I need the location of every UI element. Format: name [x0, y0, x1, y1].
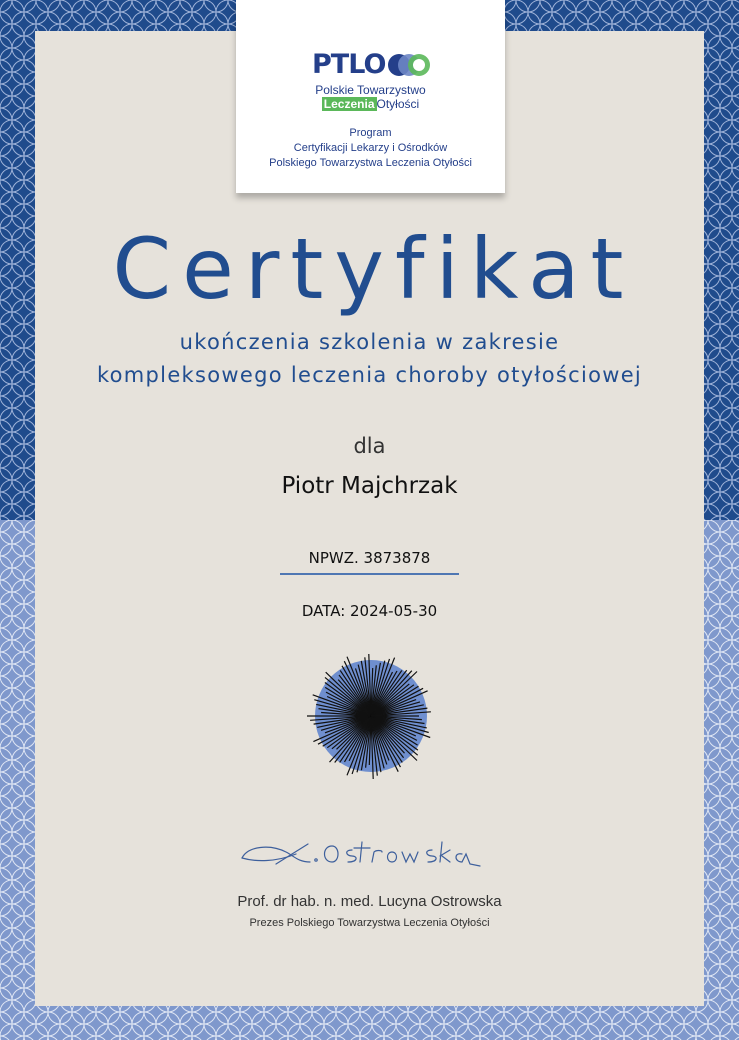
org-name-rest: Otyłości [376, 97, 420, 111]
npwz-number: NPWZ. 3873878 [308, 549, 431, 567]
program-line: Polskiego Towarzystwa Leczenia Otyłości [269, 157, 472, 169]
certificate-date: DATA: 2024-05-30 [301, 602, 438, 620]
program-line: Certyfikacji Lekarzy i Ośrodków [293, 142, 448, 154]
recipient-name: Piotr Majchrzak [281, 473, 458, 499]
org-name-line1: Polskie Towarzystwo [315, 83, 426, 97]
npwz-underline [280, 573, 459, 575]
logo-box [236, 0, 505, 193]
signature-image [236, 832, 486, 874]
logo-circles-icon [387, 53, 431, 77]
certificate-subtitle-line1: ukończenia szkolenia w zakresie [179, 330, 560, 354]
certificate-title: Certyfikat [112, 220, 635, 318]
org-name-line2 [236, 97, 505, 112]
certificate-subtitle-line2: kompleksowego leczenia choroby otyłościowej [96, 363, 643, 387]
logo-text: PTLO [312, 49, 386, 80]
logo [236, 50, 505, 80]
signatory-name: Prof. dr hab. n. med. Lucyna Ostrowska [237, 893, 502, 910]
program-description [236, 126, 505, 171]
for-label: dla [353, 434, 386, 458]
org-name-highlight: Leczenia [323, 97, 375, 111]
program-line: Program [349, 127, 392, 139]
signatory-role: Prezes Polskiego Towarzystwa Leczenia Otyłości [249, 917, 490, 929]
starburst-seal-icon [307, 652, 435, 780]
